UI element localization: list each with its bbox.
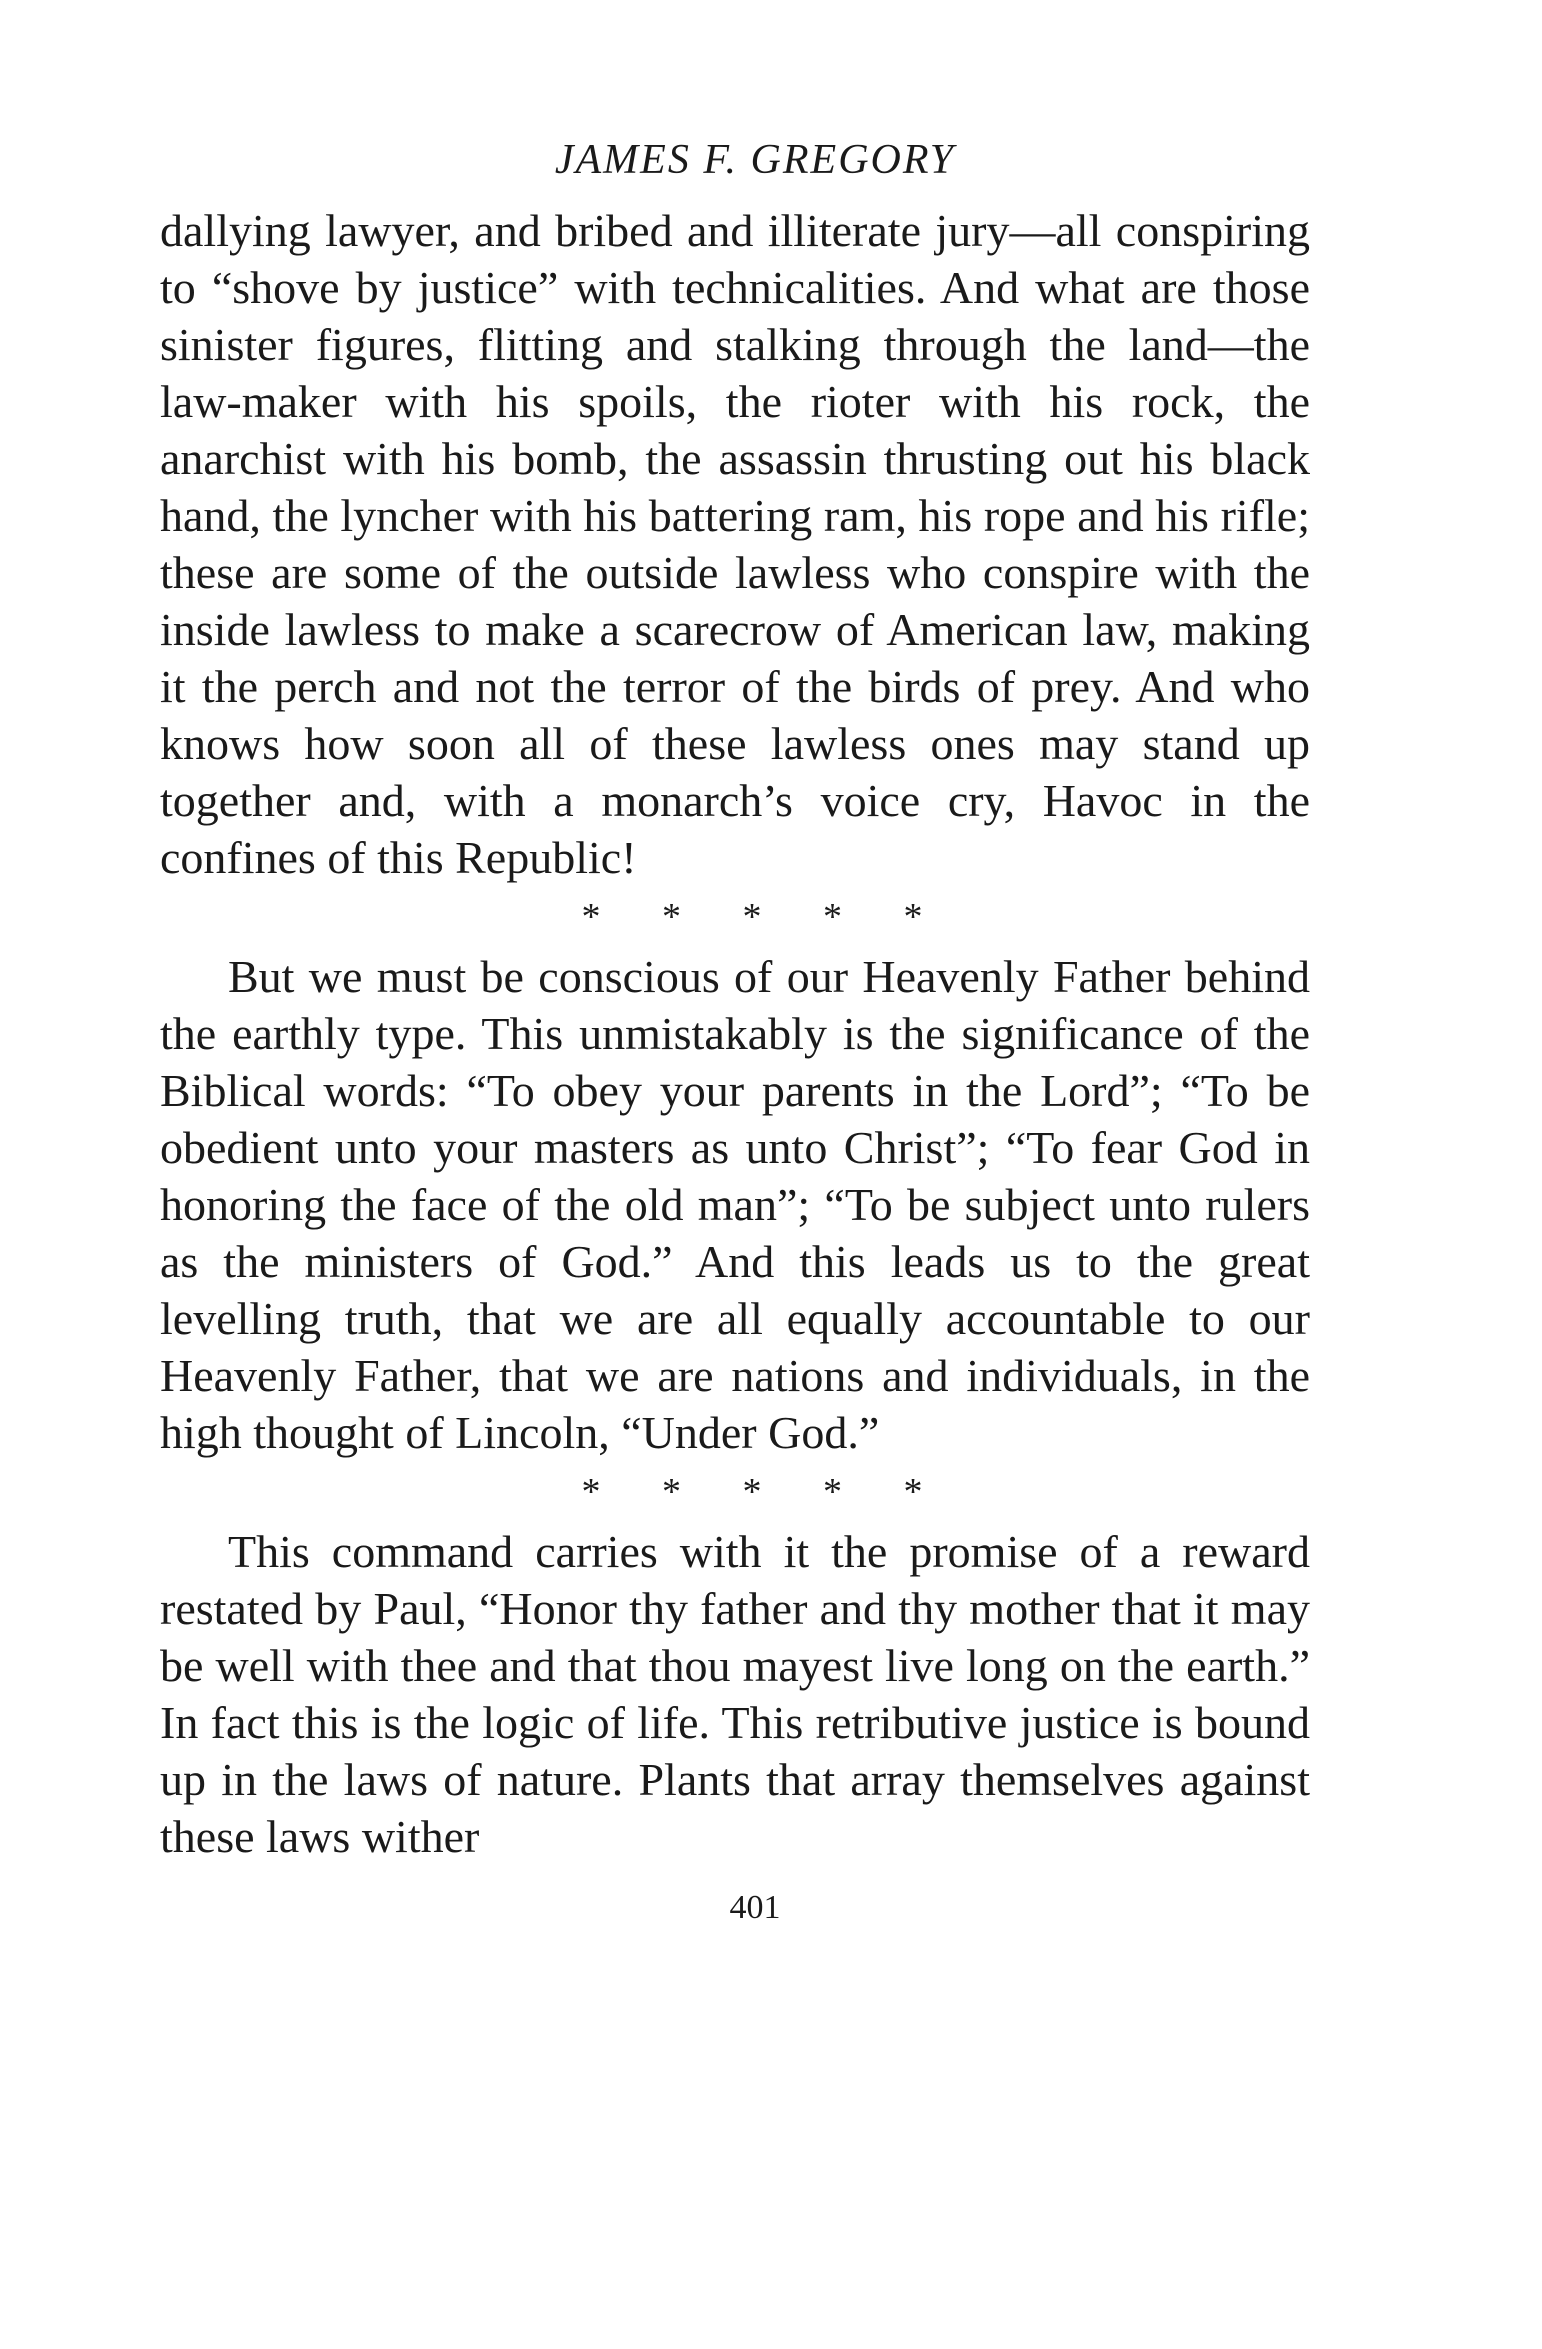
book-page <box>160 130 1310 1933</box>
running-head: JAMES F. GREGORY <box>554 137 956 183</box>
paragraph-heavenly-father: But we must be conscious of our Heavenly Father behind the earthly type. This unmistakably is the significance of the Biblical words: “To obey your parents in the Lord”; “To be obedient unto your masters as unto Christ”; “To fear God in honoring the face of the old man”; “To be subject unto rulers as the ministers of God.” And this leads us to the great levelling truth, that we are all equally accountable to our Heavenly Father, that we are nations and individuals, in the high thought of Lincoln, “Under God.” <box>160 951 1310 1458</box>
section-separator: * * * * * <box>581 896 949 938</box>
paragraph-command-reward: This command carries with it the promise of a reward restated by Paul, “Honor thy father and thy mother that it may be well with thee and that thou mayest live long on the earth.” In fact this is the logic of life. This retributive justice is bound up in the laws of nature. Plants that array themselves against these laws wither <box>160 1526 1310 1862</box>
page-number: 401 <box>729 1889 781 1926</box>
paragraph-continued: dallying lawyer, and bribed and illiterate jury—all conspiring to “shove by justice” with technicalities. And what are those sinister figures, flitting and stalking through the land—the law-maker with his spoils, the rioter with his rock, the anarchist with his bomb, the assassin thrusting out his black hand, the lyncher with his battering ram, his rope and his rifle; these are some of the outside lawless who conspire with the inside lawless to make a scarecrow of American law, making it the perch and not the terror of the birds of prey. And who knows how soon all of these lawless ones may stand up together and, with a monarch’s voice cry, Havoc in the confines of this Republic! <box>160 205 1310 883</box>
section-separator: * * * * * <box>581 1471 949 1513</box>
